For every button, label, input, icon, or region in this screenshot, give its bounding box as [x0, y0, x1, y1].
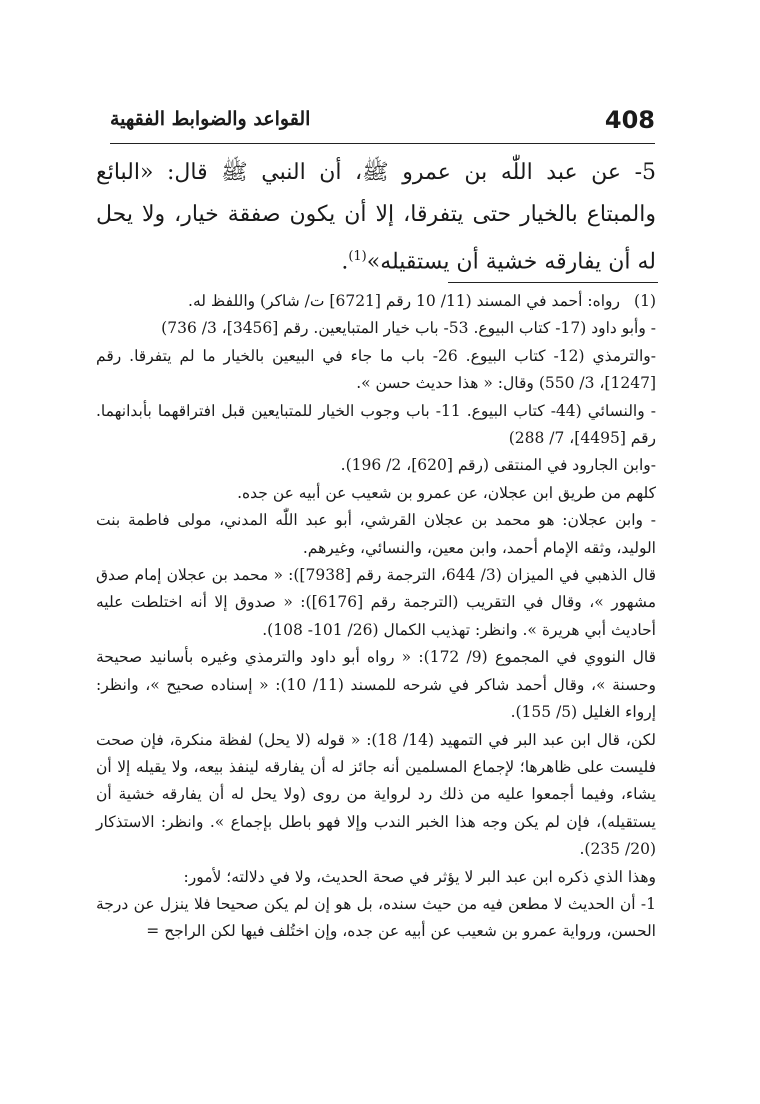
footnotes — [96, 288, 656, 946]
footnote-paragraph: قال الذهبي في الميزان (3/ 644، الترجمة رقم [7938]): « محمد بن عجلان إمام صدق مشهور »، وقال في التقريب (الترجمة رقم [6176]): « صدوق إلا أنه اختلطت عليه أحاديث أبي هريرة ». وانظر: تهذيب الكمال (26/ 101- 108). — [96, 566, 657, 639]
hadith-paragraph — [96, 152, 656, 283]
footnote-number: (1) — [634, 292, 656, 310]
footnote-paragraph: لكن، قال ابن عبد البر في التمهيد (14/ 18): « قوله (لا يحل) لفظة منكرة، فإن صحت فليست على ظاهرها؛ لإجماع المسلمين أنه جائز له أن يفارقه لينفذ بيعه، ولا يقيله إلا أن يشاء، وفيما أجمعوا عليه من ذلك رد لرواية من روى (ولا يحل له أن يفارقه خشية أن يستقيله)، فإن لم يكن وجه هذا الخبر الندب وإلا فهو باطل بإجماع ». وانظر: الاستذكار (20/ 235). — [96, 730, 656, 859]
footnote-paragraph: كلهم من طريق ابن عجلان، عن عمرو بن شعيب عن أبيه عن جده. — [237, 483, 656, 502]
footnote-paragraph: -وابن الجارود في المنتقى (رقم [620]، 2/ 196). — [340, 456, 656, 475]
footnote-paragraph — [96, 288, 656, 315]
running-title: القواعد والضوابط الفقهية — [110, 108, 311, 130]
hadith-end-mark: . — [341, 249, 349, 275]
footnote-text: رواه: أحمد في المسند (11/ 10 رقم [6721] ت/ شاكر) واللفظ له. — [188, 292, 620, 310]
page-number: 408 — [604, 106, 655, 134]
footnote-paragraph: وهذا الذي ذكره ابن عبد البر لا يؤثر في صحة الحديث، ولا في دلالته؛ لأمور: — [183, 867, 656, 886]
footnote-paragraph: - وابن عجلان: هو محمد بن عجلان القرشي، أبو عبد اللّٰه المدني، مولى فاطمة بنت الوليد، وثقه الإمام أحمد، وابن معين، والنسائي، وغيرهم. — [96, 511, 656, 557]
hadith-text: 5- عن عبد اللّٰه بن عمرو ﷺ، أن النبي ﷺ قال: «البائع والمبتاع بالخيار حتى يتفرقا، إلا أن يكون صفقة خيار، ولا يحل له أن يفارقه خشية أن يستقيله» — [96, 160, 656, 275]
footnote-paragraph: - وأبو داود (17- كتاب البيوع. 53- باب خيار المتبايعين. رقم [3456]، 3/ 736) — [161, 319, 656, 338]
footnote-paragraph: - والنسائي (44- كتاب البيوع. 11- باب وجوب الخيار للمتبايعين قبل افتراقهما بأبدانهما. رقم [4495]، 7/ 288) — [96, 401, 656, 448]
header-rule — [110, 143, 655, 144]
footnote-separator — [448, 282, 658, 283]
footnote-paragraph: قال النووي في المجموع (9/ 172): « رواه أبو داود والترمذي وغيره بأسانيد صحيحة وحسنة »، وقال أحمد شاكر في شرحه للمسند (11/ 10): « إسناده صحيح »، وانظر: إرواء الغليل (5/ 155). — [96, 648, 656, 722]
footnote-marker[interactable]: (1) — [348, 249, 367, 264]
footnote-paragraph: 1- أن الحديث لا مطعن فيه من حيث سنده، بل هو إن لم يكن صحيحا فلا ينزل عن درجة الحسن، ورواية عمرو بن شعيب عن أبيه عن جده، وإن اختُلف فيها لكن الراجح = — [96, 894, 656, 941]
main-text — [96, 152, 656, 283]
footnote-paragraph: -والترمذي (12- كتاب البيوع. 26- باب ما جاء في البيعين بالخيار ما لم يتفرقا. رقم [1247]، 3/ 550) وقال: « هذا حديث حسن ». — [96, 346, 656, 393]
running-header — [110, 104, 655, 144]
